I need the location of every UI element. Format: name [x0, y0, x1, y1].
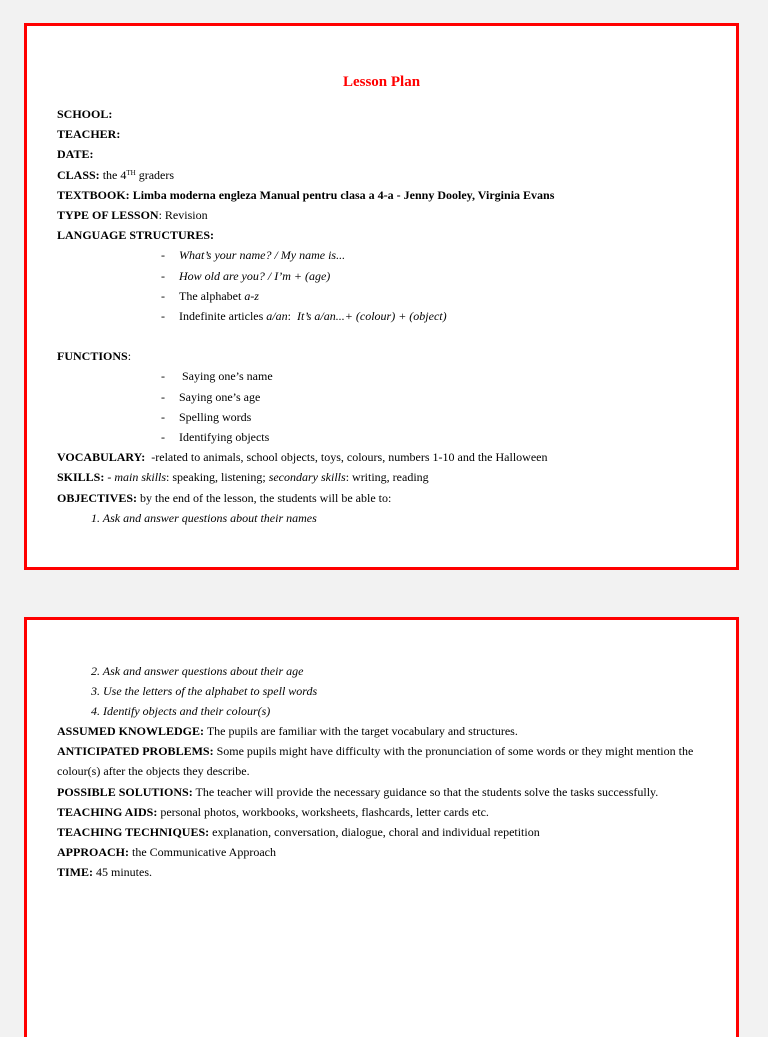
page-2-content — [57, 661, 716, 882]
time-line — [57, 862, 716, 882]
skills-line — [57, 467, 716, 487]
language-structures-label: LANGUAGE STRUCTURES: — [57, 228, 215, 243]
skills-main-value: : speaking, listening; — [166, 470, 269, 485]
skills-secondary-value: : writing, reading — [345, 470, 429, 485]
anticipated-problems-value: Some pupils might have difficulty with the pronunciation of some words or they might mention the colour(s) after the objects they describe. — [57, 744, 694, 779]
anticipated-problems-label: ANTICIPATED PROBLEMS: — [57, 744, 214, 759]
structure-text-italic-2: It’s a/an...+ (colour) + (object) — [296, 309, 447, 324]
functions-label: FUNCTIONS — [57, 349, 128, 364]
function-text: Identifying objects — [179, 430, 270, 445]
teaching-techniques-value: explanation, conversation, dialogue, choral and individual repetition — [209, 824, 540, 839]
list-item: - How old are you? / I’m + (age) — [161, 268, 331, 283]
vocabulary-value: -related to animals, school objects, toys, colours, numbers 1-10 and the Halloween — [145, 450, 548, 465]
assumed-knowledge-line — [57, 721, 716, 741]
class-value-pre: the 4 — [99, 167, 127, 182]
list-item: - The alphabet a-z — [161, 288, 259, 303]
assumed-knowledge-value: The pupils are familiar with the target vocabulary and structures. — [204, 724, 518, 739]
skills-label: SKILLS: — [57, 470, 105, 485]
class-label: CLASS: — [57, 167, 100, 182]
textbook-value: Limba moderna engleza Manual pentru clasa a 4-a - Jenny Dooley, Virginia Evans — [129, 187, 555, 202]
time-label: TIME: — [57, 864, 93, 879]
class-value-sup: TH — [126, 168, 136, 177]
textbook-label: TEXTBOOK: — [57, 187, 130, 202]
teaching-techniques-line — [57, 822, 716, 842]
skills-dash: - — [104, 470, 115, 485]
lesson-type-value: : Revision — [158, 208, 208, 223]
page-1-content — [57, 104, 716, 528]
class-value-post: graders — [135, 167, 175, 182]
school-label: SCHOOL: — [57, 107, 113, 121]
class-line — [57, 165, 716, 185]
function-text: Saying one’s age — [179, 389, 261, 404]
list-item: - Identifying objects — [161, 430, 270, 445]
teaching-aids-line — [57, 802, 716, 822]
possible-solutions-line — [57, 782, 716, 802]
objective-item: 3. Use the letters of the alphabet to spell words — [91, 684, 318, 699]
structure-text: The alphabet — [179, 288, 245, 303]
possible-solutions-label: POSSIBLE SOLUTIONS: — [57, 784, 193, 799]
skills-secondary-label: secondary skills — [268, 470, 346, 485]
objective-item: 4. Identify objects and their colour(s) — [91, 704, 271, 719]
teaching-techniques-label: TEACHING TECHNIQUES: — [57, 824, 210, 839]
structure-text-italic: a-z — [244, 288, 259, 303]
possible-solutions-value: The teacher will provide the necessary guidance so that the students solve the tasks successfully. — [192, 784, 659, 799]
list-item: - Indefinite articles a/an: It’s a/an...+ (colour) + (object) — [161, 309, 447, 324]
teacher-label: TEACHER: — [57, 127, 121, 142]
approach-label: APPROACH: — [57, 844, 129, 859]
objectives-label: OBJECTIVES: — [57, 490, 138, 505]
objective-item: 2. Ask and answer questions about their age — [91, 664, 304, 678]
vocabulary-label: VOCABULARY: — [57, 450, 146, 465]
objectives-value: by the end of the lesson, the students will be able to: — [137, 490, 392, 505]
document-page-1 — [24, 23, 739, 570]
teaching-aids-value: personal photos, workbooks, worksheets, flashcards, letter cards etc. — [157, 804, 489, 819]
list-item: - Saying one’s age — [161, 389, 261, 404]
date-line — [57, 144, 716, 164]
structure-text: What’s your name? / My name is... — [179, 248, 346, 263]
textbook-line — [57, 185, 716, 205]
structure-text: How old are you? / I’m + (age) — [179, 268, 331, 283]
vocabulary-line — [57, 447, 716, 467]
functions-heading — [57, 346, 716, 366]
page-title: Lesson Plan — [342, 74, 421, 90]
skills-main-label: main skills — [114, 470, 167, 485]
list-item: - What’s your name? / My name is... — [161, 248, 346, 263]
lesson-type-label: TYPE OF LESSON — [57, 208, 159, 223]
document-page-2 — [24, 617, 739, 1037]
lesson-type-line — [57, 205, 716, 225]
teacher-line — [57, 124, 716, 144]
date-label: DATE: — [57, 147, 94, 162]
list-item: - Saying one’s name — [161, 369, 273, 384]
structure-text-italic: a/an — [266, 309, 288, 324]
language-structures-heading — [57, 225, 716, 245]
functions-colon: : — [127, 349, 132, 364]
approach-line — [57, 842, 716, 862]
list-item: - Spelling words — [161, 409, 252, 424]
structure-text-sep: : — [287, 309, 297, 324]
school-line — [57, 104, 716, 124]
assumed-knowledge-label: ASSUMED KNOWLEDGE: — [57, 724, 205, 739]
objectives-line — [57, 488, 716, 508]
teaching-aids-label: TEACHING AIDS: — [57, 804, 158, 819]
function-text: Saying one’s name — [179, 369, 273, 384]
anticipated-problems-line — [57, 741, 716, 781]
function-text: Spelling words — [179, 409, 252, 424]
time-value: 45 minutes. — [93, 864, 152, 879]
objective-item: 1. Ask and answer questions about their names — [91, 510, 317, 525]
approach-value: the Communicative Approach — [129, 844, 276, 859]
structure-text: Indefinite articles — [179, 309, 267, 324]
